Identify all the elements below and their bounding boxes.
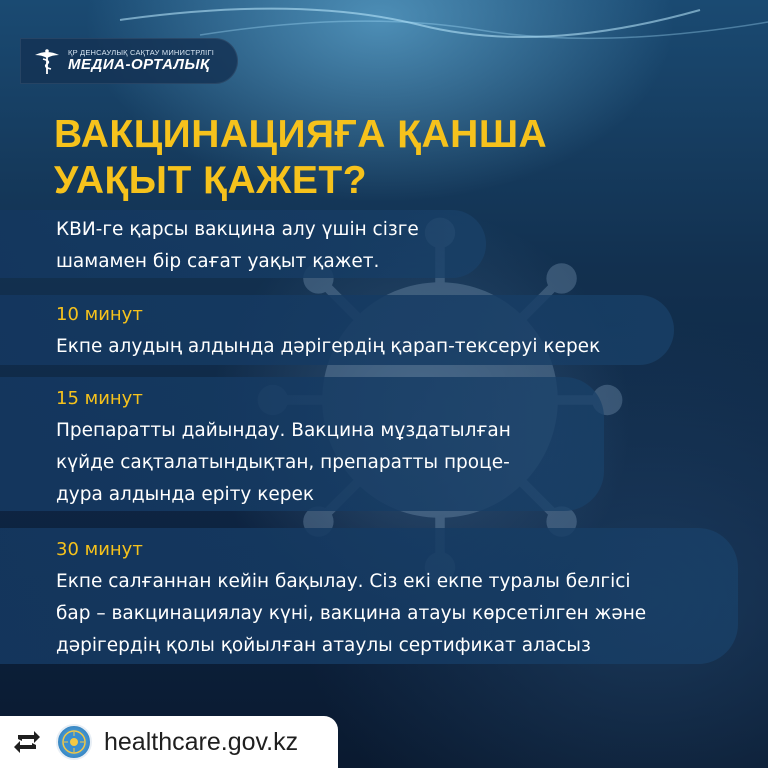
step-card-30-min	[0, 528, 738, 664]
step-text-line: бар – вакцинациялау күні, вакцина атауы көрсетілген және	[56, 603, 647, 624]
step-text-line: Екпе алудың алдында дәрігердің қарап-тексеруі керек	[56, 336, 601, 357]
account-handle[interactable]: healthcare.gov.kz	[104, 727, 299, 756]
title-line-1: ВАКЦИНАЦИЯҒА ҚАНША	[54, 113, 548, 156]
emblem-icon	[61, 729, 87, 755]
intro-line-2: шамамен бір сағат уақыт қажет.	[56, 251, 380, 272]
ministry-logo	[20, 38, 238, 84]
step-card-10-min	[0, 295, 674, 365]
step-card-15-min	[0, 377, 604, 511]
repost-icon[interactable]	[12, 729, 42, 755]
step-text-line: дура алдында еріту керек	[56, 484, 315, 505]
step-text-line: Екпе салғаннан кейін бақылау. Сіз екі екпе туралы белгісі	[56, 571, 631, 592]
logo-media-center: МЕДИА-ОРТАЛЫҚ	[68, 56, 210, 74]
title-line-2: УАҚЫТ ҚАЖЕТ?	[54, 159, 368, 202]
intro-card	[0, 210, 486, 278]
step-time: 15 минут	[56, 388, 143, 409]
step-text-line: күйде сақталатындықтан, препаратты проце-	[56, 452, 510, 473]
step-time: 10 минут	[56, 304, 143, 325]
intro-line-1: КВИ-ге қарсы вакцина алу үшін сізге	[56, 219, 419, 240]
step-text-line: Препаратты дайындау. Вакцина мұздатылған	[56, 420, 511, 441]
logo-ministry-name: ҚР ДЕНСАУЛЫҚ САҚТАУ МИНИСТРЛІГІ	[68, 48, 215, 58]
caduceus-icon	[32, 46, 62, 76]
avatar[interactable]	[56, 724, 92, 760]
step-time: 30 минут	[56, 539, 143, 560]
step-text-line: дәрігердің қолы қойылған атаулы сертификат аласыз	[56, 635, 591, 656]
page-title	[54, 112, 694, 204]
repost-footer[interactable]	[0, 716, 338, 768]
